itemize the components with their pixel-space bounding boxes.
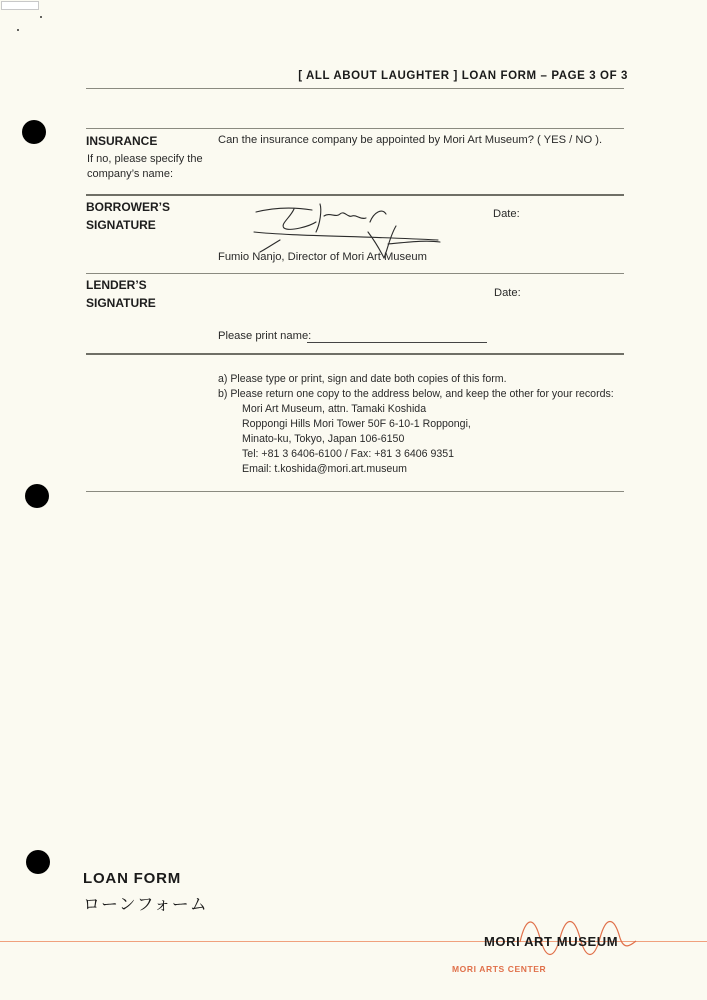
footer-title: LOAN FORM [83, 870, 182, 887]
section-rule [86, 273, 624, 274]
insurance-note-line: company’s name: [87, 168, 174, 180]
borrower-signer-name: Fumio Nanjo, Director of Mori Art Museum [218, 251, 427, 263]
label-line: BORROWER’S [86, 200, 170, 214]
brand-subname: MORI ARTS CENTER [452, 964, 547, 974]
instruction-line-b: b) Please return one copy to the address below, and keep the other for your records: [218, 388, 614, 400]
lender-signature-label [86, 276, 156, 312]
print-name-label: Please print name: [218, 330, 312, 342]
address-line: Minato-ku, Tokyo, Japan 106-6150 [242, 433, 405, 445]
address-email: Email: t.koshida@mori.art.museum [242, 463, 407, 475]
form-header-title: [ ALL ABOUT LAUGHTER ] LOAN FORM – PAGE 3 OF 3 [298, 70, 628, 82]
insurance-label: INSURANCE [86, 134, 158, 148]
brand-name: MORI ART MUSEUM [484, 934, 619, 949]
scan-speck [40, 16, 42, 18]
scan-stamp [1, 1, 39, 10]
label-line: LENDER’S [86, 278, 147, 292]
section-rule [86, 491, 624, 492]
header-rule [86, 88, 624, 89]
borrower-date-label: Date: [493, 208, 520, 220]
scan-speck [17, 29, 19, 31]
punch-hole [26, 850, 50, 874]
address-line: Tel: +81 3 6406-6100 / Fax: +81 3 6406 9351 [242, 448, 455, 460]
instruction-line-a: a) Please type or print, sign and date both copies of this form. [218, 373, 507, 385]
punch-hole [25, 484, 49, 508]
instructions-block [218, 372, 614, 477]
borrower-signature-label [86, 198, 170, 234]
label-line: SIGNATURE [86, 218, 156, 232]
section-rule [86, 128, 624, 129]
address-line: Mori Art Museum, attn. Tamaki Koshida [242, 403, 427, 415]
punch-hole [22, 120, 46, 144]
insurance-note [87, 152, 203, 182]
lender-date-label: Date: [494, 287, 521, 299]
footer-title-japanese: ローンフォーム [83, 895, 208, 914]
print-name-line[interactable] [307, 342, 487, 343]
section-rule [86, 353, 624, 355]
insurance-note-line: If no, please specify the [87, 153, 203, 165]
address-line: Roppongi Hills Mori Tower 50F 6-10-1 Roppongi, [242, 418, 471, 430]
insurance-question: Can the insurance company be appointed by Mori Art Museum? ( YES / NO ). [218, 134, 603, 146]
label-line: SIGNATURE [86, 296, 156, 310]
